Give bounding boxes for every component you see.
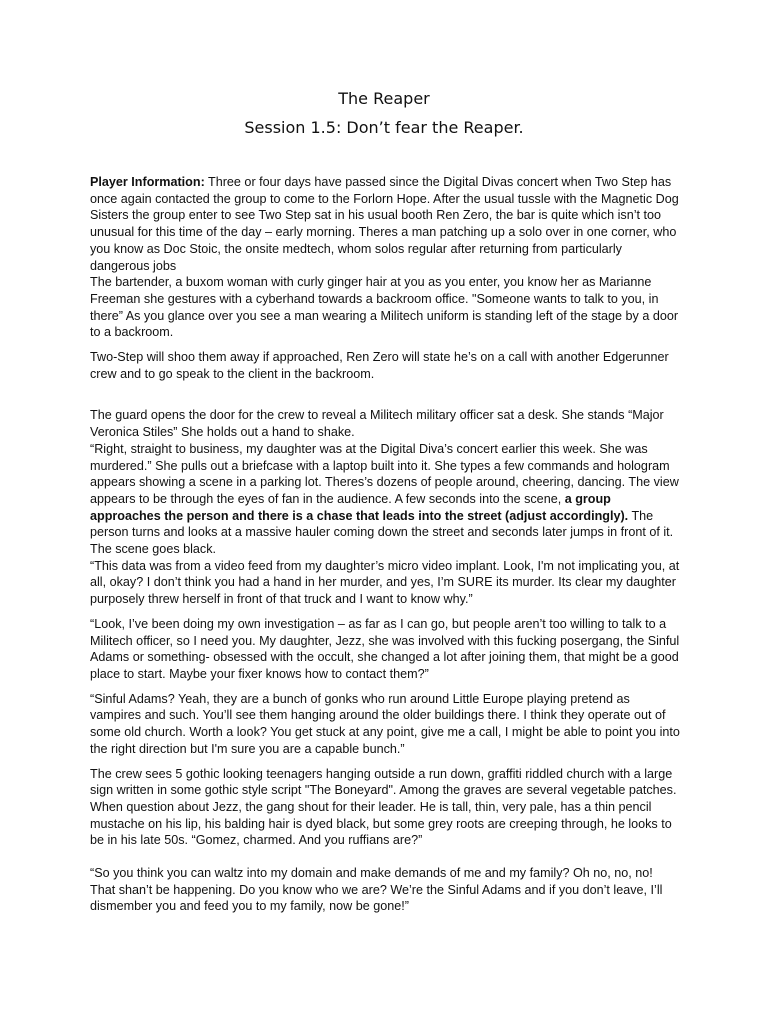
session-title: Session 1.5: Don’t fear the Reaper. xyxy=(244,118,524,137)
guard-paragraph: The guard opens the door for the crew to reveal a Militech military officer sat a desk. She stands “Major Veronica Stiles” She holds out a hand to shake. xyxy=(90,408,664,440)
major-briefing-paragraph xyxy=(90,441,680,558)
video-feed-paragraph: “This data was from a video feed from my daughter’s micro video implant. Look, I'm not implicating you, at all, okay? I don’t think you had a hand in her murder, and yes, I’m SURE its murder. Its clear my daughter purposely threw herself in front of that truck and I want to know why.” xyxy=(90,558,680,607)
document-body xyxy=(90,174,680,915)
briefing-text-a: “Right, straight to business, my daughter was at the Digital Diva’s concert earlier this week. She was murdered.” She pulls out a briefcase with a laptop built into it. She types a few commands and hologram appears showing a scene in a parking lot. Theres’s dozens of people around, cheering, dancing. The view appears to be through the eyes of fan in the audience. A few seconds into the scene, xyxy=(90,441,679,506)
investigation-paragraph: “Look, I’ve been doing my own investigation – as far as I can go, but people aren’t too willing to talk to a Militech officer, so I need you. My daughter, Jezz, she was involved with this fucking posergang, the Sinful Adams or something- obsessed with the occult, she changed a lot after joining them, that might be a good place to start. Maybe your fixer knows how to contact them?” xyxy=(90,616,680,681)
document-title: The Reaper xyxy=(338,89,430,108)
sinful-adams-paragraph: “Sinful Adams? Yeah, they are a bunch of gonks who run around Little Europe playing pretend as vampires and such. You’ll see them hanging around the older buildings there. I think they operate out of some old church. Worth a look? You get stuck at any point, give me a call, I might be able to point you into the right direction but I'm sure you are a capable bunch.” xyxy=(90,691,680,756)
briefing-text-b: The person turns and looks at a massive hauler coming down the street and seconds later jumps in front of it. The scene goes black. xyxy=(90,508,674,557)
two-step-paragraph: Two-Step will shoo them away if approached, Ren Zero will state he’s on a call with another Edgerunner crew and to go speak to the client in the backroom. xyxy=(90,350,669,381)
briefing-bold-note: a group approaches the person and there is a chase that leads into the street (adjust accordingly). xyxy=(90,491,629,523)
bartender-paragraph: The bartender, a buxom woman with curly ginger hair at you as you enter, you know her as Marianne Freeman she gestures with a cyberhand towards a backroom office. "Someone wants to talk to you, in there” As you glance over you see a man wearing a Militech uniform is standing left of the stage by a door to a backroom. xyxy=(90,275,679,340)
player-information-label: Player Information: xyxy=(90,175,205,189)
player-information-paragraph xyxy=(90,174,680,274)
gomez-threat-paragraph: “So you think you can waltz into my domain and make demands of me and my family? Oh no, no, no! That shan’t be happening. Do you know who we are? We’re the Sinful Adams and if you don’t leave, I’ll dismember you and feed you to my family, now be gone!” xyxy=(90,866,663,914)
player-information-text: Three or four days have passed since the Digital Divas concert when Two Step has once again contacted the group to come to the Forlorn Hope. After the usual tussle with the Magnetic Dog Sisters the group enter to see Two Step sat in his usual booth Ren Zero, the bar is quite which isn’t too unusual for this time of the day – early morning. Theres a man patching up a solo over in one corner, who you know as Doc Stoic, the onsite medtech, whom solos regular after returning from particularly dangerous jobs xyxy=(90,175,679,273)
boneyard-paragraph: The crew sees 5 gothic looking teenagers hanging outside a run down, graffiti riddled church with a large sign written in some gothic style script "The Boneyard". Among the graves are several vegetable patches. When question about Jezz, the gang shout for their leader. He is tall, thin, very pale, has a thin pencil mustache on his lip, his balding hair is dyed black, but some grey roots are creeping through, he looks to be in his late 50s. “Gomez, charmed. And you ruffians are?” xyxy=(90,766,677,848)
